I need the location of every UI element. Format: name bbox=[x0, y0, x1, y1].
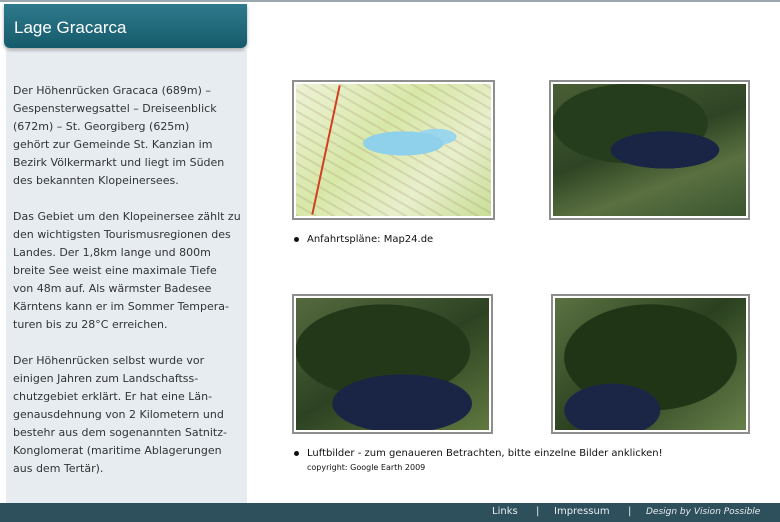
bullet-icon bbox=[294, 451, 299, 456]
paragraph-landscape: Der Höhenrücken selbst wurde vor einigen Jahren zum Landschaftss- chutzgebiet erklärt. Er hat eine Län- genausdehnung von 2 Kilometern und bestehr aus dem sogenannten Satnitz- Konglomerat (maritime Ablagerungen aus dem Tertär). bbox=[13, 354, 227, 475]
satellite-image-3 bbox=[555, 298, 746, 430]
satellite-caption-text: Luftbilder - zum genaueren Betrachten, bitte einzelne Bilder anklicken! bbox=[307, 448, 663, 459]
map-caption bbox=[294, 234, 433, 245]
map-thumbnail-link[interactable] bbox=[292, 80, 495, 220]
satellite-thumbnail-1[interactable] bbox=[549, 80, 750, 220]
satellite-image-1 bbox=[553, 84, 746, 216]
satellite-thumbnail-3[interactable] bbox=[551, 294, 750, 434]
satellite-thumbnail-2[interactable] bbox=[292, 294, 493, 434]
footer-separator: | bbox=[628, 506, 632, 517]
footer-separator: | bbox=[536, 506, 540, 517]
page-title: Lage Gracarca bbox=[14, 18, 127, 37]
copyright-note: copyright: Google Earth 2009 bbox=[307, 463, 426, 472]
footer-links-link[interactable]: Links bbox=[492, 506, 518, 517]
title-bar bbox=[4, 4, 247, 48]
sidebar-text bbox=[13, 82, 241, 496]
footer-design-credit-link[interactable]: Design by Vision Possible bbox=[646, 507, 761, 517]
bullet-icon bbox=[294, 237, 299, 242]
map-image bbox=[296, 84, 491, 216]
map-caption-text: Anfahrtspläne: Map24.de bbox=[307, 234, 434, 245]
footer-bar bbox=[0, 503, 780, 522]
footer-impressum-link[interactable]: Impressum bbox=[554, 506, 610, 517]
paragraph-location: Der Höhenrücken Gracaca (689m) – Gespensterwegsattel – Dreiseenblick (672m) – St. Georgiberg (625m) gehört zur Gemeinde St. Kanzian im Bezirk Völkermarkt und liegt im Süden des bekannten Klopeinersees. bbox=[13, 84, 225, 187]
satellite-caption bbox=[294, 448, 663, 459]
paragraph-tourism: Das Gebiet um den Klopeinersee zählt zu den wichtigsten Tourismusregionen des Landes. Der 1,8km lange und 800m breite See weist eine maximale Tiefe von 48m auf. Als wärmster Badesee Kärntens kann er im Sommer Tempera- turen bis zu 28°C erreichen. bbox=[13, 210, 241, 331]
satellite-image-2 bbox=[296, 298, 489, 430]
top-border-line bbox=[0, 0, 780, 2]
